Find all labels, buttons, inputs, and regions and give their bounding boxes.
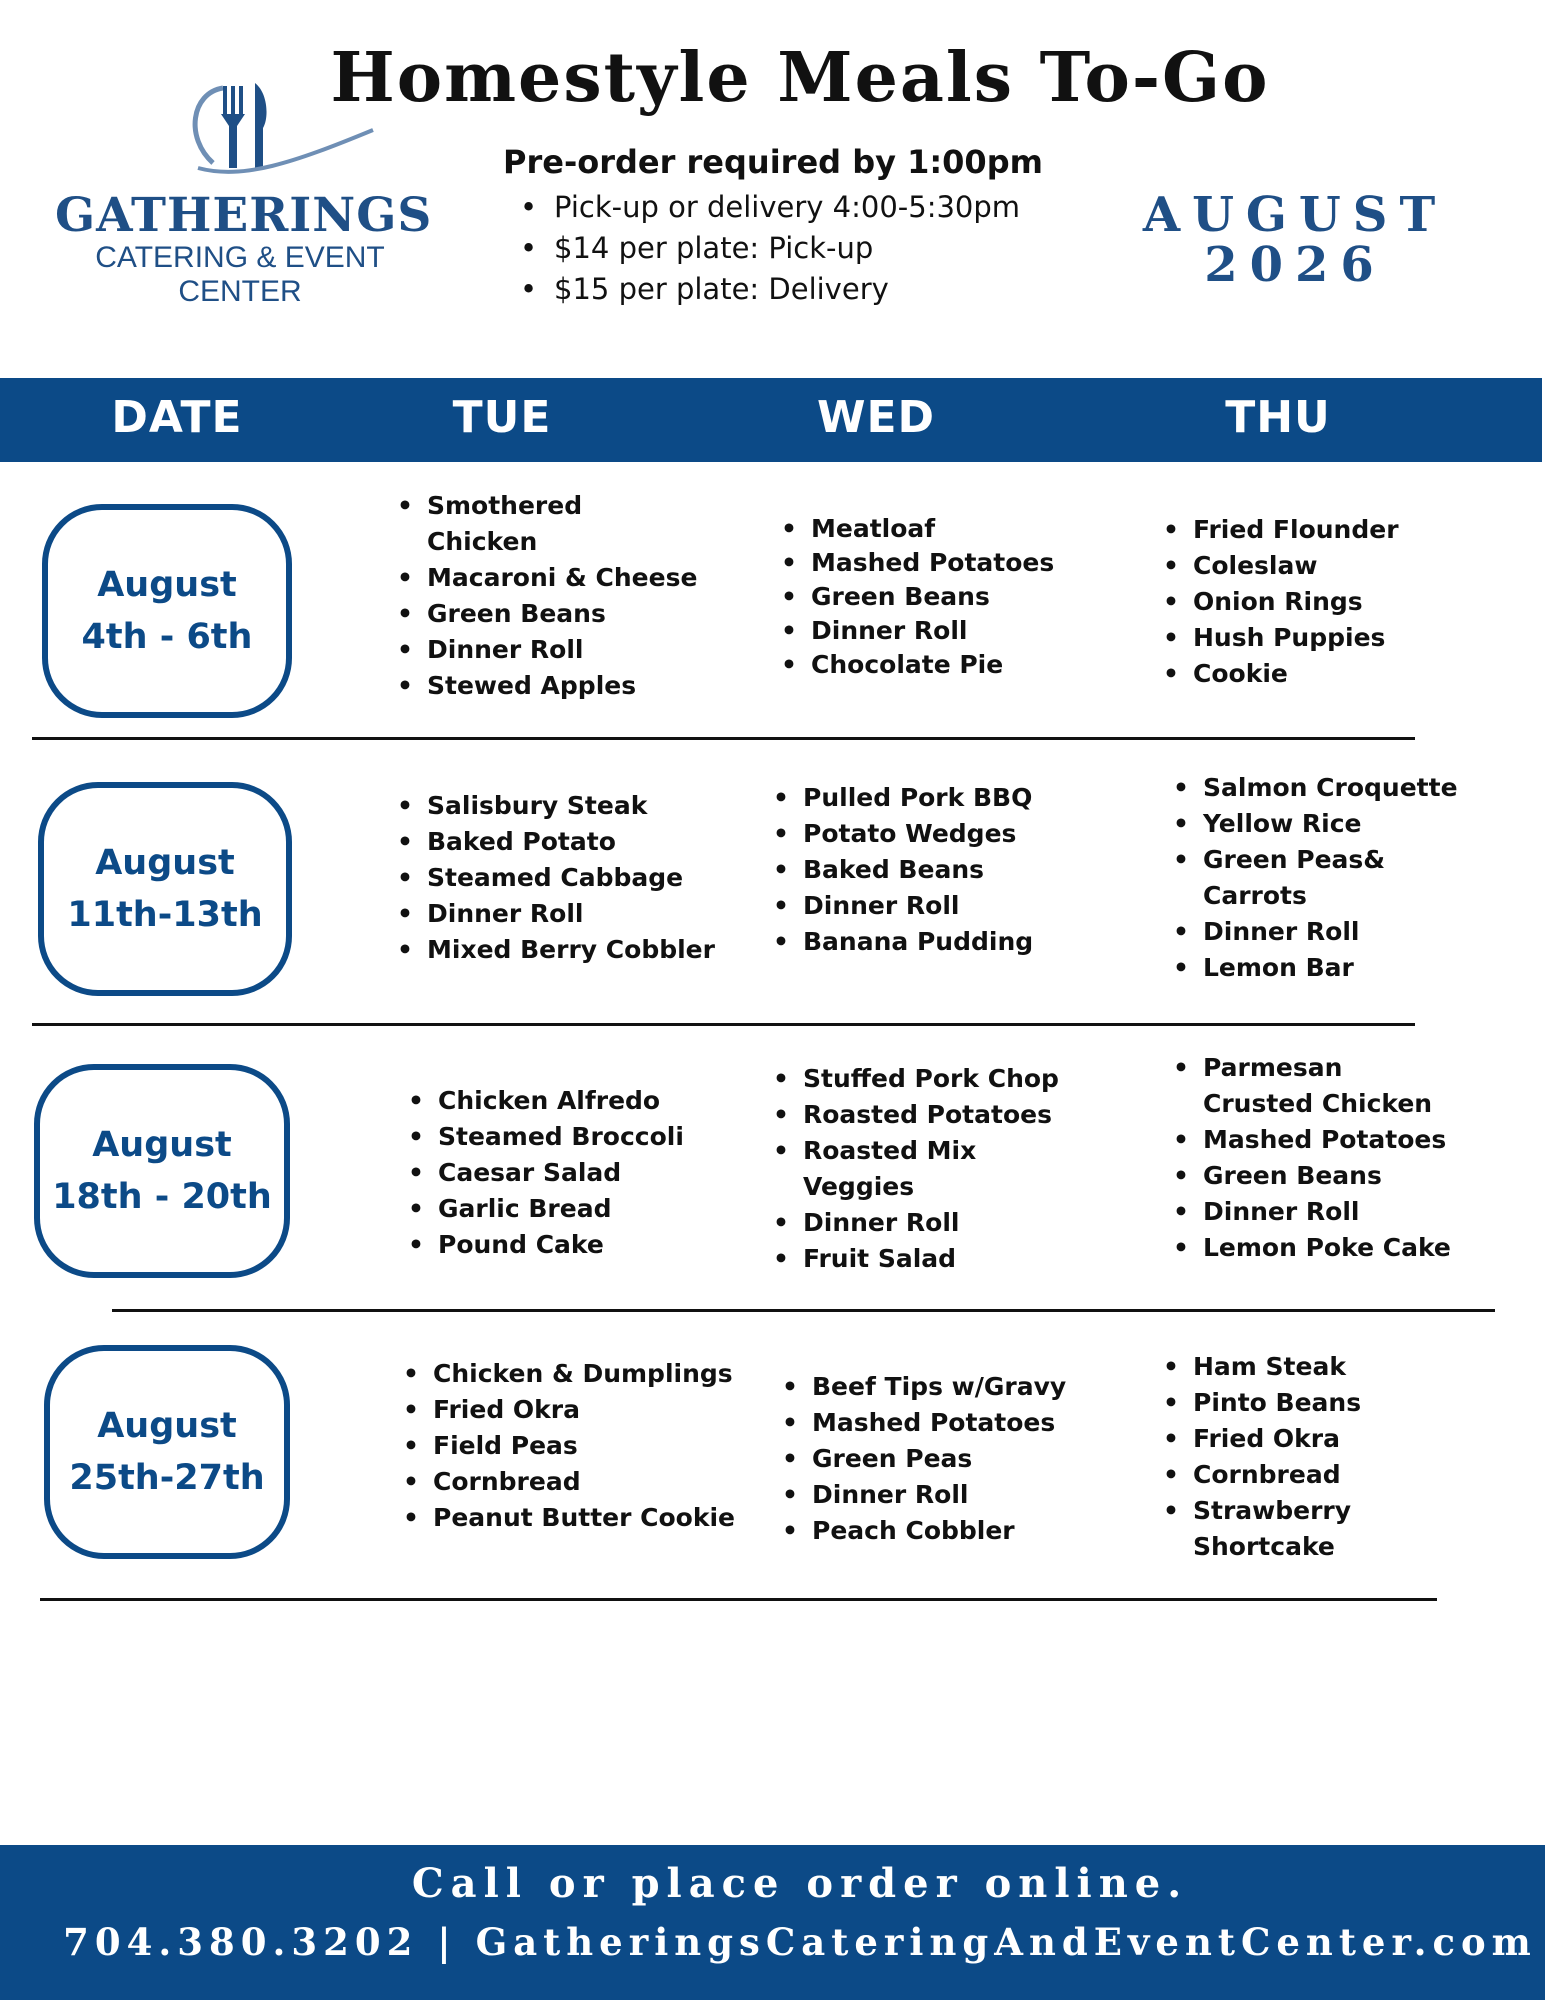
menu-list-tue — [397, 488, 697, 704]
menu-list-tue — [403, 1356, 735, 1536]
menu-item: • Caesar Salad — [408, 1155, 684, 1191]
menu-item: • Steamed Cabbage — [397, 860, 715, 896]
menu-item: • Green Beans — [781, 580, 1054, 614]
menu-item: • Chocolate Pie — [781, 648, 1054, 682]
column-header-thu: THU — [1225, 392, 1331, 443]
date-month: August — [95, 843, 235, 883]
footer-call-to-action: Call or place order online. — [411, 1860, 1189, 1907]
menu-list-wed — [773, 780, 1033, 960]
page-title: Homestyle Meals To-Go — [330, 38, 1270, 118]
menu-item: • Cornbread — [1163, 1457, 1361, 1493]
menu-list-thu — [1163, 512, 1399, 692]
date-badge — [34, 1064, 290, 1278]
menu-item: • Green Peas — [782, 1441, 1066, 1477]
column-header-wed: WED — [816, 392, 936, 443]
date-badge — [42, 504, 292, 718]
date-range: 25th-27th — [69, 1458, 265, 1498]
menu-item: • Fried Okra — [1163, 1421, 1361, 1457]
menu-list-thu — [1173, 1050, 1451, 1266]
menu-item: • Dinner Roll — [1173, 1194, 1451, 1230]
menu-item: • Strawberry — [1163, 1493, 1361, 1529]
menu-item: • Pinto Beans — [1163, 1385, 1361, 1421]
menu-item: • Steamed Broccoli — [408, 1119, 684, 1155]
date-month: August — [97, 565, 237, 605]
info-item: • Pick-up or delivery 4:00-5:30pm — [520, 187, 1020, 228]
menu-item: • Baked Beans — [773, 852, 1033, 888]
menu-item-continued: Carrots — [1203, 881, 1307, 910]
menu-item: • Mashed Potatoes — [1173, 1122, 1451, 1158]
logo-subtitle: CATERING & EVENT — [95, 241, 385, 274]
date-month: August — [97, 1406, 237, 1446]
menu-item: • Coleslaw — [1163, 548, 1399, 584]
menu-item: • Onion Rings — [1163, 584, 1399, 620]
month-label — [1140, 187, 1450, 293]
menu-item: • Potato Wedges — [773, 816, 1033, 852]
menu-item: • Stewed Apples — [397, 668, 697, 704]
row-divider — [32, 1023, 1415, 1026]
menu-list-wed — [773, 1061, 1059, 1277]
menu-item: • Field Peas — [403, 1428, 735, 1464]
menu-item: • Banana Pudding — [773, 924, 1033, 960]
menu-item-continued: Shortcake — [1193, 1532, 1335, 1561]
menu-item-continued: Crusted Chicken — [1203, 1089, 1433, 1118]
order-info-list — [520, 187, 1020, 310]
row-divider — [32, 737, 1415, 740]
fork-knife-icon — [183, 68, 383, 178]
date-range: 4th - 6th — [81, 617, 253, 657]
menu-item: • Green Beans — [1173, 1158, 1451, 1194]
menu-item: • Roasted Mix — [773, 1133, 1059, 1169]
date-badge — [44, 1345, 290, 1559]
preorder-notice: Pre-order required by 1:00pm — [503, 143, 1043, 181]
date-month: August — [92, 1125, 232, 1165]
menu-item: • Dinner Roll — [782, 1477, 1066, 1513]
year: 2026 — [1204, 237, 1386, 293]
menu-item: • Dinner Roll — [781, 614, 1054, 648]
menu-item: • Green Beans — [397, 596, 697, 632]
date-range: 11th-13th — [67, 895, 263, 935]
menu-item: • Dinner Roll — [397, 896, 715, 932]
menu-list-thu — [1173, 770, 1458, 986]
column-header-date: DATE — [111, 392, 243, 443]
menu-list-wed — [782, 1369, 1066, 1549]
date-badge — [38, 782, 292, 996]
menu-item: • Macaroni & Cheese — [397, 560, 697, 596]
menu-item: • Peanut Butter Cookie — [403, 1500, 735, 1536]
date-range: 18th - 20th — [52, 1177, 272, 1217]
menu-item-continued: Veggies — [803, 1172, 915, 1201]
menu-item: • Hush Puppies — [1163, 620, 1399, 656]
logo — [55, 68, 433, 318]
menu-item: • Salmon Croquette — [1173, 770, 1458, 806]
menu-item: • Smothered — [397, 488, 697, 524]
menu-item: • Stuffed Pork Chop — [773, 1061, 1059, 1097]
menu-item: • Mashed Potatoes — [781, 546, 1054, 580]
menu-item: • Salisbury Steak — [397, 788, 715, 824]
logo-name: GATHERINGS — [55, 188, 433, 243]
info-item: • $15 per plate: Delivery — [520, 269, 1020, 310]
column-header-tue: TUE — [452, 392, 552, 443]
menu-item: • Fried Flounder — [1163, 512, 1399, 548]
menu-item: • Garlic Bread — [408, 1191, 684, 1227]
menu-item: • Beef Tips w/Gravy — [782, 1369, 1066, 1405]
menu-item: • Cornbread — [403, 1464, 735, 1500]
menu-item: • Parmesan — [1173, 1050, 1451, 1086]
menu-item: • Dinner Roll — [773, 1205, 1059, 1241]
row-divider — [112, 1309, 1495, 1312]
menu-item: • Pound Cake — [408, 1227, 684, 1263]
menu-list-tue — [408, 1083, 684, 1263]
menu-item: • Lemon Poke Cake — [1173, 1230, 1451, 1266]
menu-item: • Cookie — [1163, 656, 1399, 692]
menu-item: • Fruit Salad — [773, 1241, 1059, 1277]
menu-item: • Roasted Potatoes — [773, 1097, 1059, 1133]
month: AUGUST — [1142, 187, 1448, 243]
menu-item: • Mixed Berry Cobbler — [397, 932, 715, 968]
menu-item: • Chicken Alfredo — [408, 1083, 684, 1119]
menu-item: • Yellow Rice — [1173, 806, 1458, 842]
menu-item: • Chicken & Dumplings — [403, 1356, 735, 1392]
info-item: • $14 per plate: Pick-up — [520, 228, 1020, 269]
menu-item: • Baked Potato — [397, 824, 715, 860]
menu-list-wed — [781, 512, 1054, 682]
menu-item: • Dinner Roll — [1173, 914, 1458, 950]
menu-item: • Green Peas& — [1173, 842, 1458, 878]
menu-item: • Dinner Roll — [773, 888, 1033, 924]
footer-contact: 704.380.3202 | GatheringsCateringAndEventCenter.com — [63, 1920, 1537, 1964]
menu-item: • Mashed Potatoes — [782, 1405, 1066, 1441]
menu-item: • Peach Cobbler — [782, 1513, 1066, 1549]
menu-item: • Pulled Pork BBQ — [773, 780, 1033, 816]
menu-item: • Dinner Roll — [397, 632, 697, 668]
menu-item-continued: Chicken — [427, 527, 538, 556]
menu-list-thu — [1163, 1349, 1361, 1565]
menu-item: • Lemon Bar — [1173, 950, 1458, 986]
menu-list-tue — [397, 788, 715, 968]
menu-item: • Ham Steak — [1163, 1349, 1361, 1385]
row-divider — [40, 1598, 1437, 1601]
menu-item: • Meatloaf — [781, 512, 1054, 546]
menu-item: • Fried Okra — [403, 1392, 735, 1428]
logo-subtitle-2: CENTER — [178, 275, 302, 308]
